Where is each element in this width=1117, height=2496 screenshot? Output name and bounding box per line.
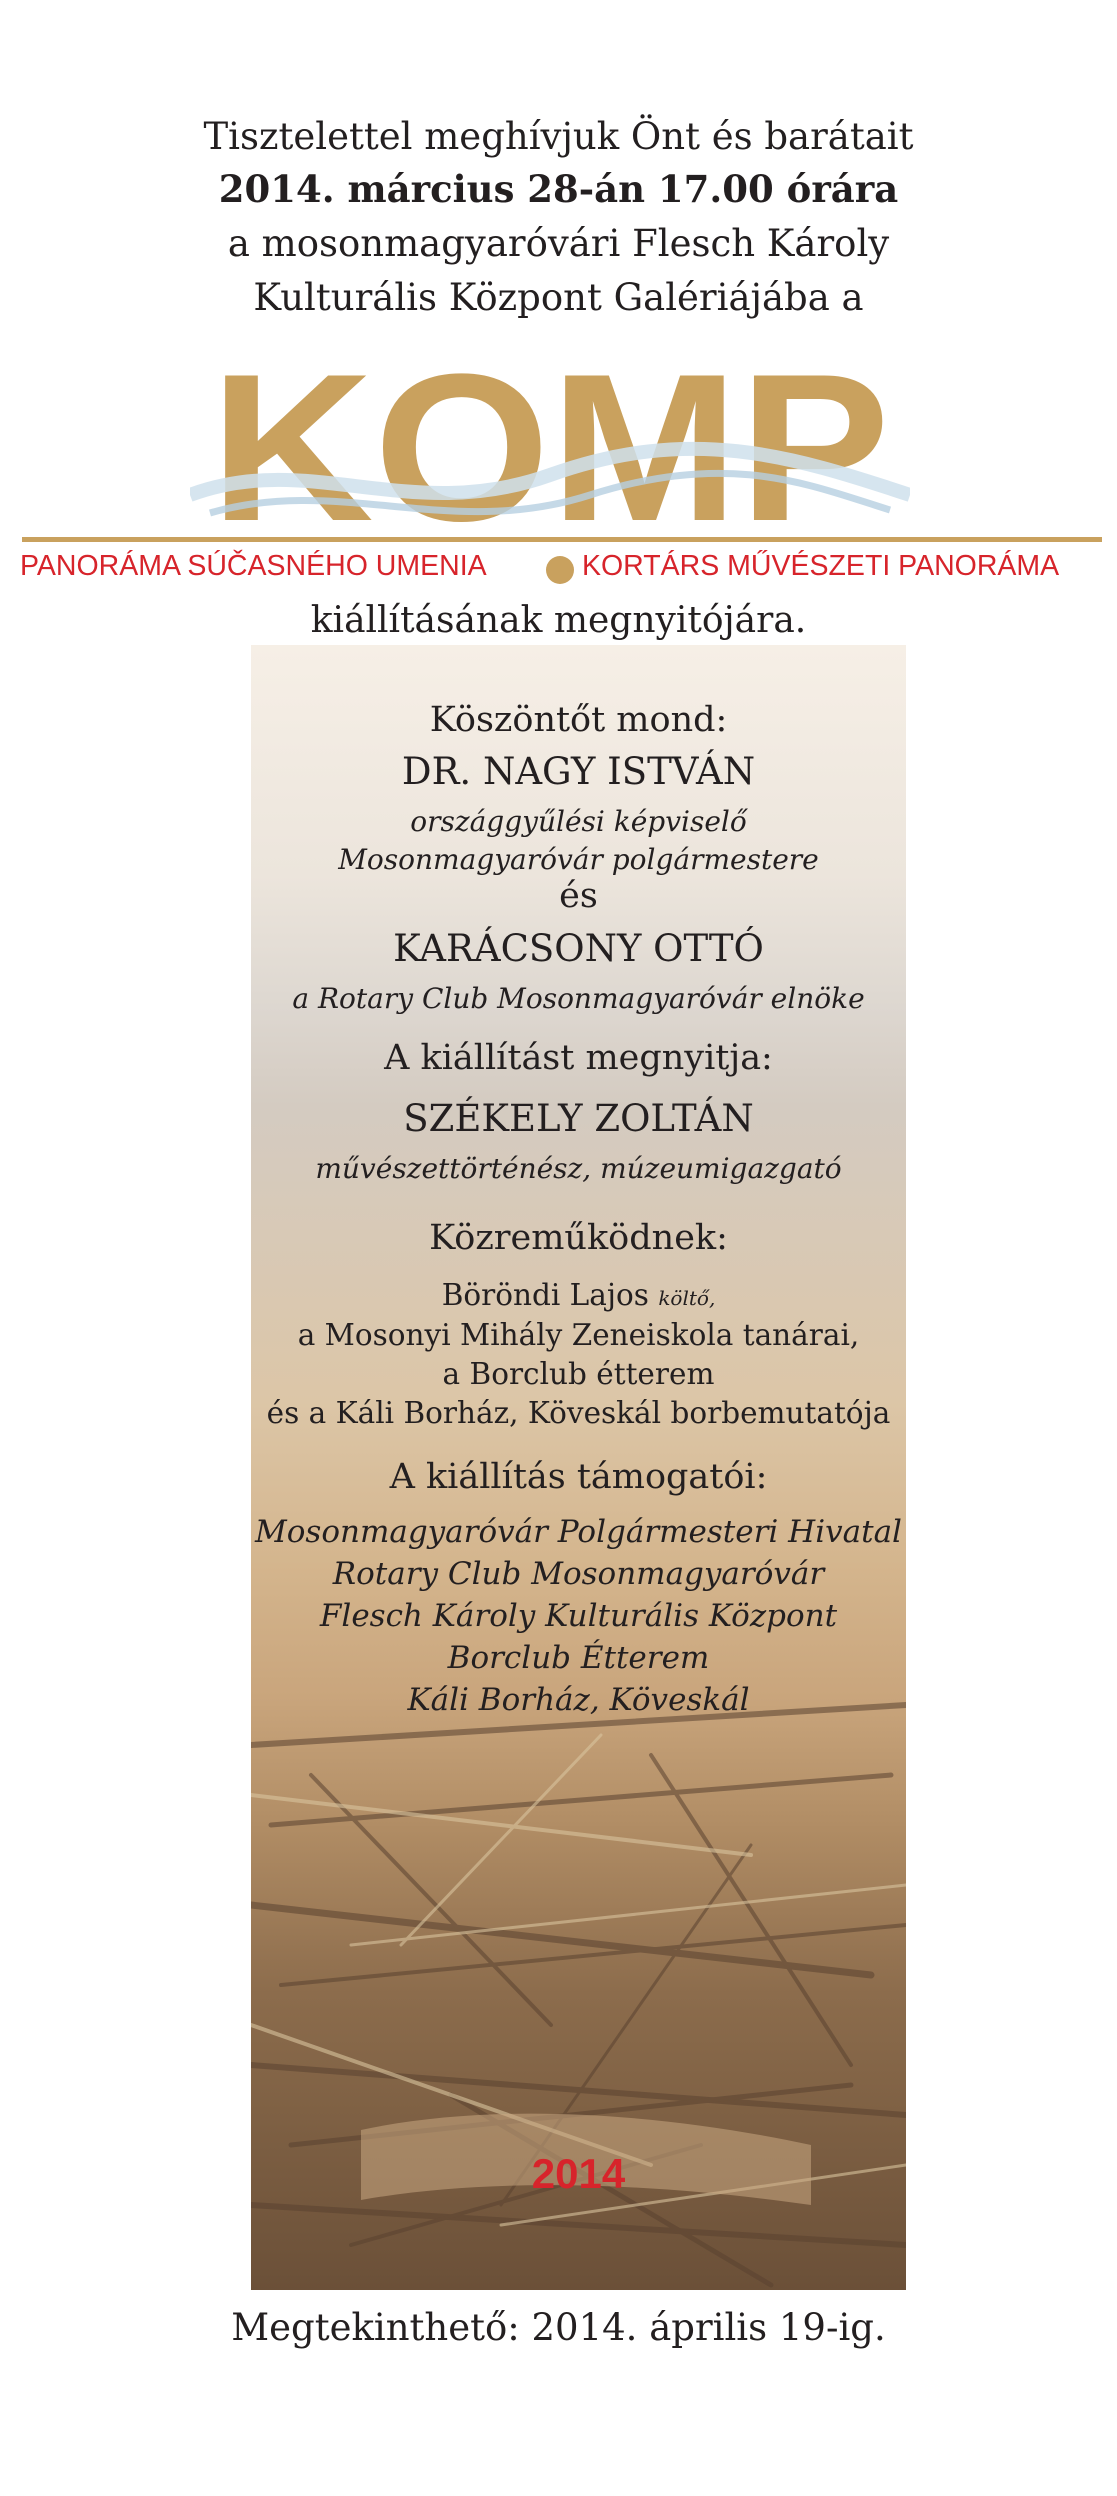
- intro-line-3: a mosonmagyaróvári Flesch Károly: [227, 222, 890, 265]
- closing-date: Megtekinthető: 2014. április 19-ig.: [231, 2306, 886, 2349]
- speaker-1-role-2: Mosonmagyaróvár polgármestere: [338, 843, 819, 876]
- contributors-heading: Közreműködnek:: [429, 1218, 728, 1258]
- sponsor-item: Mosonmagyaróvár Polgármesteri Hivatal: [255, 1514, 902, 1550]
- contributor-1: [251, 1278, 906, 1312]
- sponsor-item: Rotary Club Mosonmagyaróvár: [332, 1556, 825, 1592]
- gold-divider: [22, 537, 1102, 542]
- tagline: [0, 550, 1117, 594]
- sponsor-item: Flesch Károly Kulturális Központ: [319, 1598, 838, 1634]
- tagline-slovak: PANORÁMA SÚČASNÉHO UMENIA: [20, 550, 487, 582]
- conjunction: és: [559, 876, 598, 916]
- tagline-hungarian: KORTÁRS MŰVÉSZETI PANORÁMA: [582, 550, 1060, 582]
- contributor-1-name: Böröndi Lajos: [441, 1278, 649, 1312]
- intro-line-1: Tisztelettel meghívjuk Önt és barátait: [203, 115, 914, 158]
- komp-logo-text: KOMP: [210, 355, 891, 530]
- komp-logo: [190, 355, 910, 530]
- intro-line-4: Kulturális Központ Galériájába a: [253, 276, 864, 319]
- exhibition-subtitle: kiállításának megnyitójára.: [310, 600, 807, 641]
- opener-role: művészettörténész, múzeumigazgató: [315, 1152, 842, 1185]
- speaker-1-name: DR. NAGY ISTVÁN: [401, 750, 756, 793]
- contributor-1-role: költő,: [658, 1286, 716, 1310]
- intro-date-line: 2014. március 28-án 17.00 órára: [218, 167, 899, 211]
- sponsors-heading: A kiállítás támogatói:: [389, 1457, 768, 1497]
- sponsor-item: Borclub Étterem: [447, 1640, 710, 1676]
- speaker-2-name: KARÁCSONY OTTÓ: [393, 927, 764, 970]
- greeting-heading: Köszöntőt mond:: [429, 700, 728, 740]
- contributor-2: a Mosonyi Mihály Zeneiskola tanárai,: [297, 1318, 860, 1352]
- contributor-4: és a Káli Borház, Köveskál borbemutatója: [266, 1396, 891, 1430]
- speaker-2-role: a Rotary Club Mosonmagyaróvár elnöke: [292, 982, 865, 1015]
- opening-heading: A kiállítást megnyitja:: [384, 1038, 773, 1078]
- speaker-1-role-1: országgyűlési képviselő: [410, 805, 747, 838]
- contributor-3: a Borclub étterem: [442, 1357, 715, 1391]
- year-label: 2014: [531, 2150, 626, 2197]
- sponsor-item: Káli Borház, Köveskál: [407, 1682, 750, 1718]
- tagline-separator-dot: [546, 556, 574, 584]
- opener-name: SZÉKELY ZOLTÁN: [403, 1097, 754, 1140]
